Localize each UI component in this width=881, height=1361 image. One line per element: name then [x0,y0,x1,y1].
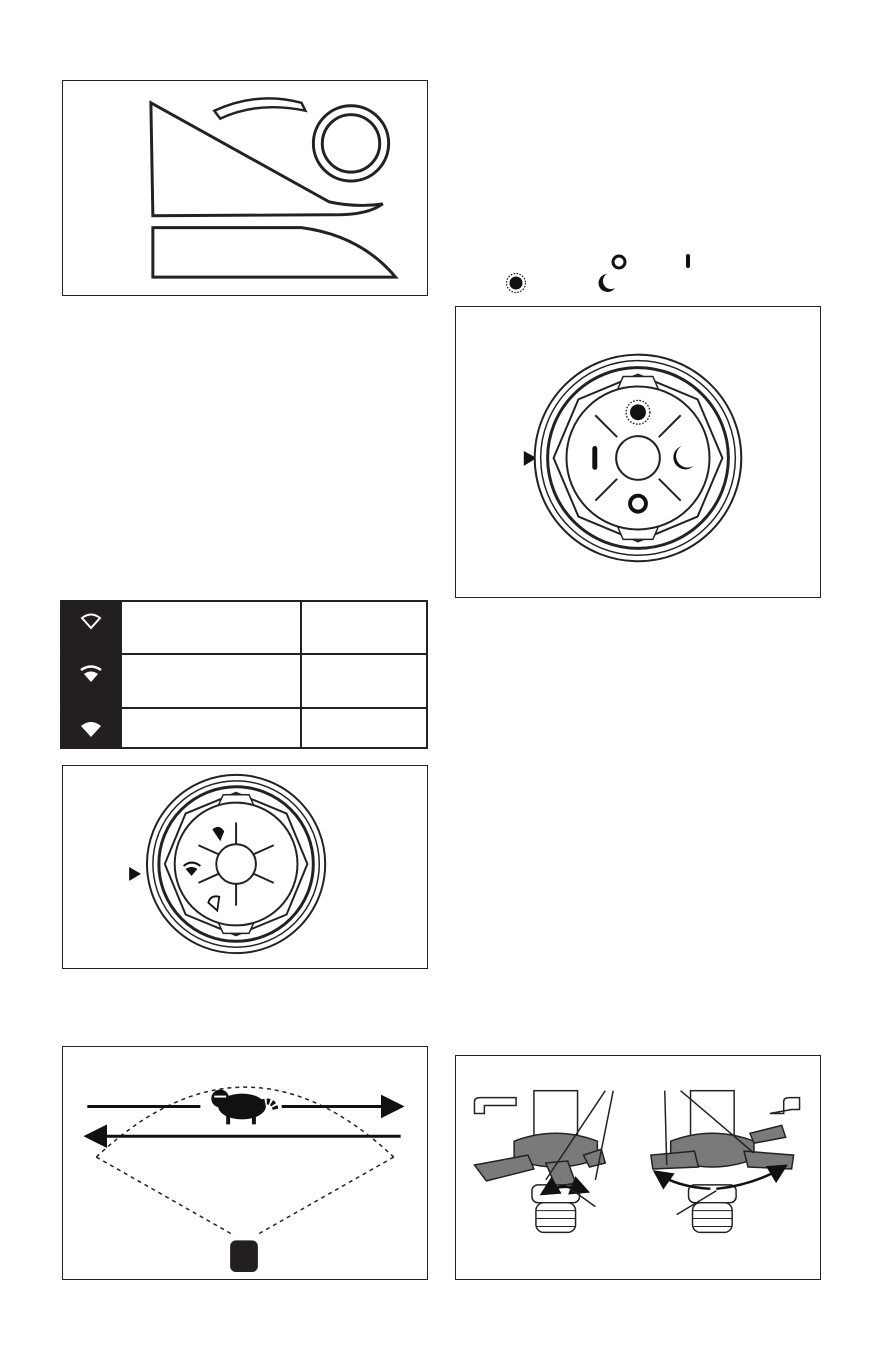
raccoon-icon [211,1090,275,1125]
table-row [61,601,427,654]
mode-dial-illustration [456,307,820,597]
table-cell [301,708,427,748]
pointer-arrow-icon [129,867,141,881]
mode-legend-icons [495,250,715,294]
sensor-unit-right [651,1091,800,1233]
table-cell [121,601,301,654]
range-adjustment-illustration [456,1056,820,1279]
figure-detection-zone [62,1046,428,1280]
sensitivity-medium-cell [61,654,121,708]
sun-icon [507,274,526,293]
sensitivity-dial-illustration [63,766,427,968]
sensitivity-low-icon [79,611,103,631]
figure-range-adjustment [455,1055,821,1280]
figure-sensitivity-dial [62,765,428,969]
table-cell [121,708,301,748]
on-bar-icon [592,446,597,470]
table-cell [301,654,427,708]
mode-legend [495,250,715,294]
on-bar-icon [686,254,690,268]
bracket-illustration [63,81,427,295]
sensitivity-table [60,600,428,749]
sensitivity-high-cell [61,708,121,748]
sensitivity-low-cell [61,601,121,654]
table-row [61,708,427,748]
sensor-light-icon [230,1240,258,1272]
figure-bracket [62,80,428,296]
sensitivity-high-icon [79,719,103,739]
detection-zone-illustration [63,1047,427,1279]
table-cell [121,654,301,708]
sensor-unit-left [474,1091,613,1233]
moon-icon [599,274,615,292]
sensitivity-medium-icon [79,664,103,684]
off-ring-icon [613,256,625,268]
table-row [61,654,427,708]
table-cell [301,601,427,654]
figure-mode-dial [455,306,821,598]
